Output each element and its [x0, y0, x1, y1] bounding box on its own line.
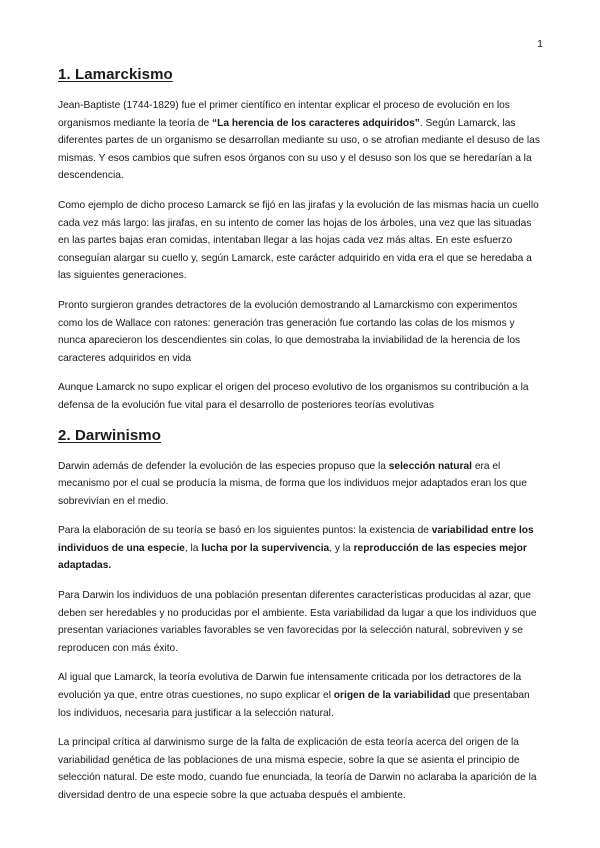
bold-text: variabilidad entre los individuos de una especie — [58, 525, 534, 554]
paragraph: La principal crítica al darwinismo surge de la falta de explicación de esta teoría acerca del origen de la variabilidad genética de las poblaciones de una misma especie, sobre la que se asienta el principio de selección natural. De este modo, cuando fue enunciada, la teoría de Darwin no aclaraba la aparición de la diversidad dentro de una especie sobre la que actuaba después el ambiente. — [58, 737, 537, 801]
paragraph: Aunque Lamarck no supo explicar el origen del proceso evolutivo de los organismos su contribución a la defensa de la evolución fue vital para el desarrollo de posteriores teorías evolutivas — [58, 382, 529, 411]
document-body — [58, 66, 544, 817]
bold-text: lucha por la supervivencia — [201, 542, 330, 554]
section-heading-darwinismo: 2. Darwinismo — [58, 426, 161, 444]
paragraph: Como ejemplo de dicho proceso Lamarck se fijó en las jirafas y la evolución de las mismas hacia un cuello cada vez más largo: las jirafas, en su intento de comer las hojas de los árboles, una vez que las situadas en las partes bajas eran comidas, intentaban llegar a las hojas cada vez más altas. En este esfuerzo conseguían alargar su cuello y, según Lamarck, este carácter adquirido en vida era el que se heredaba a las siguientes generaciones. — [58, 199, 539, 282]
paragraph: Para Darwin los individuos de una población presentan diferentes características producidas al azar, que deben ser heredables y no producidas por el ambiente. Esta variabilidad da lugar a que los individuos que presentan variaciones variables favorables se ven favorecidas por la selección natural, sobreviven y se reproducen con más éxito. — [58, 590, 537, 654]
bold-text: origen de la variabilidad — [333, 690, 451, 702]
paragraph: Al igual que Lamarck, la teoría evolutiva de Darwin fue intensamente criticada por los detractores de la evolución ya que, entre otras cuestiones, no supo explicar el origen de la variabilidad que presentaban los individuos, necesaria para justificar a la selección natural. — [58, 672, 530, 719]
bold-text: selección natural — [388, 460, 472, 472]
bold-text: “La herencia de los caracteres adquiridos” — [212, 117, 420, 129]
paragraph: Jean-Baptiste (1744-1829) fue el primer científico en intentar explicar el proceso de evolución en los organismos mediante la teoría de “La herencia de los caracteres adquiridos”. Según Lamarck, las diferentes partes de un organismo se desarrollan mediante su uso, o se atrofian mediante el desuso de las mismas. Y esos cambios que sufren esos órganos con su uso y el desuso son los que se heredarían a la descendencia. — [58, 100, 540, 182]
paragraph: Pronto surgieron grandes detractores de la evolución demostrando al Lamarckismo con experimentos como los de Wallace con ratones: generación tras generación fue cortando las colas de los mismos y nunca aparecieron los descendientes sin colas, lo que demostraba la inviabilidad de la herencia de los caracteres adquiridos en vida — [58, 299, 521, 364]
paragraph: Para la elaboración de su teoría se basó en los siguientes puntos: la existencia de variabilidad entre los individuos de una especie, la lucha por la supervivencia, y la reproducción de las especies mejor adaptadas. — [58, 525, 534, 572]
paragraph: Darwin además de defender la evolución de las especies propuso que la selección natural era el mecanismo por el cual se producía la misma, de forma que los individuos mejor adaptados eran los que sobrevivían en el medio. — [58, 460, 527, 507]
section-heading-lamarckismo: 1. Lamarckismo — [58, 66, 173, 83]
page-number: 1 — [537, 38, 543, 50]
bold-text: reproducción de las especies mejor adaptadas. — [58, 542, 527, 572]
